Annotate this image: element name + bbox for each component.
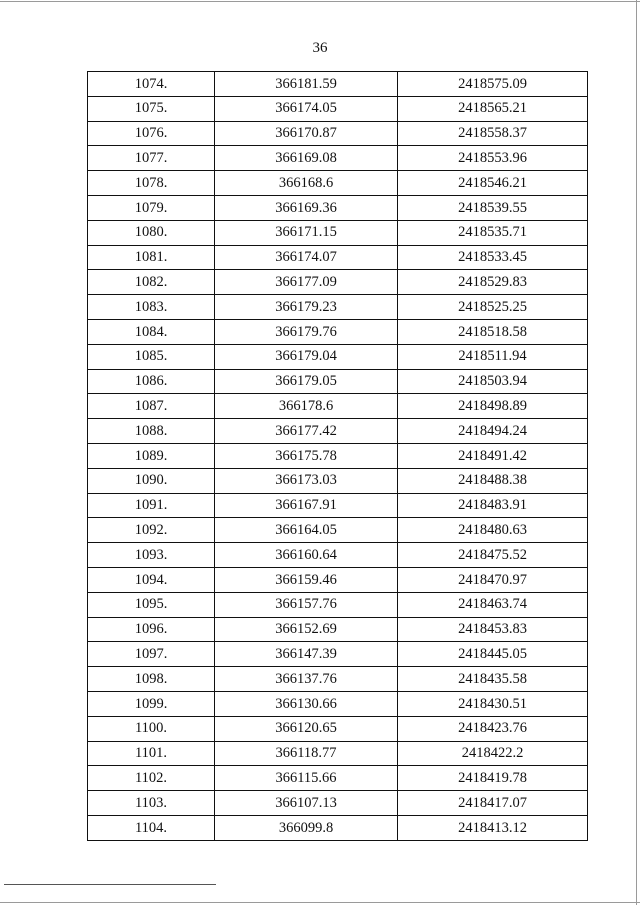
point-number-cell: 1101. (88, 741, 215, 766)
point-number-cell: 1093. (88, 543, 215, 568)
x-coordinate-cell: 366159.46 (215, 567, 398, 592)
point-number-cell: 1103. (88, 791, 215, 816)
x-coordinate-cell: 366179.76 (215, 319, 398, 344)
y-coordinate-cell: 2418498.89 (398, 394, 588, 419)
point-number-cell: 1104. (88, 815, 215, 840)
coordinates-table (87, 71, 588, 841)
x-coordinate-cell: 366130.66 (215, 691, 398, 716)
table-row (88, 121, 588, 146)
page-number: 36 (312, 40, 328, 56)
point-number-cell: 1087. (88, 394, 215, 419)
point-number-cell: 1088. (88, 419, 215, 444)
point-number-cell: 1081. (88, 245, 215, 270)
x-coordinate-cell: 366177.42 (215, 419, 398, 444)
table-row (88, 96, 588, 121)
table-row (88, 567, 588, 592)
y-coordinate-cell: 2418518.58 (398, 319, 588, 344)
table-row (88, 667, 588, 692)
x-coordinate-cell: 366137.76 (215, 667, 398, 692)
table-row (88, 518, 588, 543)
y-coordinate-cell: 2418558.37 (398, 121, 588, 146)
x-coordinate-cell: 366174.05 (215, 96, 398, 121)
table-row (88, 270, 588, 295)
y-coordinate-cell: 2418453.83 (398, 617, 588, 642)
table-row (88, 691, 588, 716)
point-number-cell: 1102. (88, 766, 215, 791)
y-coordinate-cell: 2418475.52 (398, 543, 588, 568)
coordinates-table-body (88, 72, 588, 841)
y-coordinate-cell: 2418529.83 (398, 270, 588, 295)
x-coordinate-cell: 366164.05 (215, 518, 398, 543)
y-coordinate-cell: 2418535.71 (398, 220, 588, 245)
x-coordinate-cell: 366179.23 (215, 295, 398, 320)
y-coordinate-cell: 2418503.94 (398, 369, 588, 394)
y-coordinate-cell: 2418435.58 (398, 667, 588, 692)
table-row (88, 195, 588, 220)
table-row (88, 72, 588, 97)
scan-edge-bottom (0, 902, 640, 903)
x-coordinate-cell: 366147.39 (215, 642, 398, 667)
table-row (88, 220, 588, 245)
y-coordinate-cell: 2418419.78 (398, 766, 588, 791)
point-number-cell: 1079. (88, 195, 215, 220)
table-row (88, 419, 588, 444)
point-number-cell: 1085. (88, 344, 215, 369)
table-row (88, 766, 588, 791)
point-number-cell: 1089. (88, 443, 215, 468)
point-number-cell: 1099. (88, 691, 215, 716)
x-coordinate-cell: 366169.08 (215, 146, 398, 171)
table-row (88, 493, 588, 518)
y-coordinate-cell: 2418539.55 (398, 195, 588, 220)
x-coordinate-cell: 366160.64 (215, 543, 398, 568)
point-number-cell: 1084. (88, 319, 215, 344)
y-coordinate-cell: 2418488.38 (398, 468, 588, 493)
point-number-cell: 1095. (88, 592, 215, 617)
point-number-cell: 1074. (88, 72, 215, 97)
x-coordinate-cell: 366167.91 (215, 493, 398, 518)
point-number-cell: 1098. (88, 667, 215, 692)
table-row (88, 642, 588, 667)
point-number-cell: 1083. (88, 295, 215, 320)
x-coordinate-cell: 366173.03 (215, 468, 398, 493)
x-coordinate-cell: 366175.78 (215, 443, 398, 468)
table-row (88, 344, 588, 369)
x-coordinate-cell: 366179.04 (215, 344, 398, 369)
x-coordinate-cell: 366115.66 (215, 766, 398, 791)
table-row (88, 245, 588, 270)
x-coordinate-cell: 366120.65 (215, 716, 398, 741)
table-row (88, 369, 588, 394)
point-number-cell: 1090. (88, 468, 215, 493)
y-coordinate-cell: 2418575.09 (398, 72, 588, 97)
x-coordinate-cell: 366107.13 (215, 791, 398, 816)
point-number-cell: 1086. (88, 369, 215, 394)
point-number-cell: 1091. (88, 493, 215, 518)
point-number-cell: 1080. (88, 220, 215, 245)
y-coordinate-cell: 2418511.94 (398, 344, 588, 369)
x-coordinate-cell: 366168.6 (215, 171, 398, 196)
x-coordinate-cell: 366152.69 (215, 617, 398, 642)
table-row (88, 543, 588, 568)
table-row (88, 592, 588, 617)
y-coordinate-cell: 2418491.42 (398, 443, 588, 468)
table-row (88, 468, 588, 493)
x-coordinate-cell: 366169.36 (215, 195, 398, 220)
y-coordinate-cell: 2418494.24 (398, 419, 588, 444)
footer-rule (4, 884, 216, 885)
table-row (88, 617, 588, 642)
y-coordinate-cell: 2418422.2 (398, 741, 588, 766)
y-coordinate-cell: 2418470.97 (398, 567, 588, 592)
y-coordinate-cell: 2418445.05 (398, 642, 588, 667)
x-coordinate-cell: 366099.8 (215, 815, 398, 840)
point-number-cell: 1077. (88, 146, 215, 171)
y-coordinate-cell: 2418533.45 (398, 245, 588, 270)
y-coordinate-cell: 2418463.74 (398, 592, 588, 617)
scan-edge-right (636, 0, 637, 905)
table-row (88, 791, 588, 816)
table-row (88, 319, 588, 344)
table-row (88, 171, 588, 196)
x-coordinate-cell: 366170.87 (215, 121, 398, 146)
y-coordinate-cell: 2418565.21 (398, 96, 588, 121)
x-coordinate-cell: 366118.77 (215, 741, 398, 766)
table-row (88, 146, 588, 171)
x-coordinate-cell: 366174.07 (215, 245, 398, 270)
y-coordinate-cell: 2418417.07 (398, 791, 588, 816)
table-row (88, 741, 588, 766)
point-number-cell: 1076. (88, 121, 215, 146)
y-coordinate-cell: 2418430.51 (398, 691, 588, 716)
x-coordinate-cell: 366178.6 (215, 394, 398, 419)
table-row (88, 815, 588, 840)
point-number-cell: 1097. (88, 642, 215, 667)
y-coordinate-cell: 2418413.12 (398, 815, 588, 840)
y-coordinate-cell: 2418553.96 (398, 146, 588, 171)
point-number-cell: 1078. (88, 171, 215, 196)
table-row (88, 394, 588, 419)
point-number-cell: 1075. (88, 96, 215, 121)
y-coordinate-cell: 2418423.76 (398, 716, 588, 741)
x-coordinate-cell: 366181.59 (215, 72, 398, 97)
y-coordinate-cell: 2418483.91 (398, 493, 588, 518)
table-row (88, 716, 588, 741)
point-number-cell: 1096. (88, 617, 215, 642)
table-row (88, 443, 588, 468)
point-number-cell: 1082. (88, 270, 215, 295)
y-coordinate-cell: 2418546.21 (398, 171, 588, 196)
y-coordinate-cell: 2418525.25 (398, 295, 588, 320)
scan-edge-top (0, 1, 640, 2)
point-number-cell: 1092. (88, 518, 215, 543)
x-coordinate-cell: 366177.09 (215, 270, 398, 295)
y-coordinate-cell: 2418480.63 (398, 518, 588, 543)
x-coordinate-cell: 366179.05 (215, 369, 398, 394)
point-number-cell: 1100. (88, 716, 215, 741)
table-row (88, 295, 588, 320)
point-number-cell: 1094. (88, 567, 215, 592)
x-coordinate-cell: 366157.76 (215, 592, 398, 617)
x-coordinate-cell: 366171.15 (215, 220, 398, 245)
